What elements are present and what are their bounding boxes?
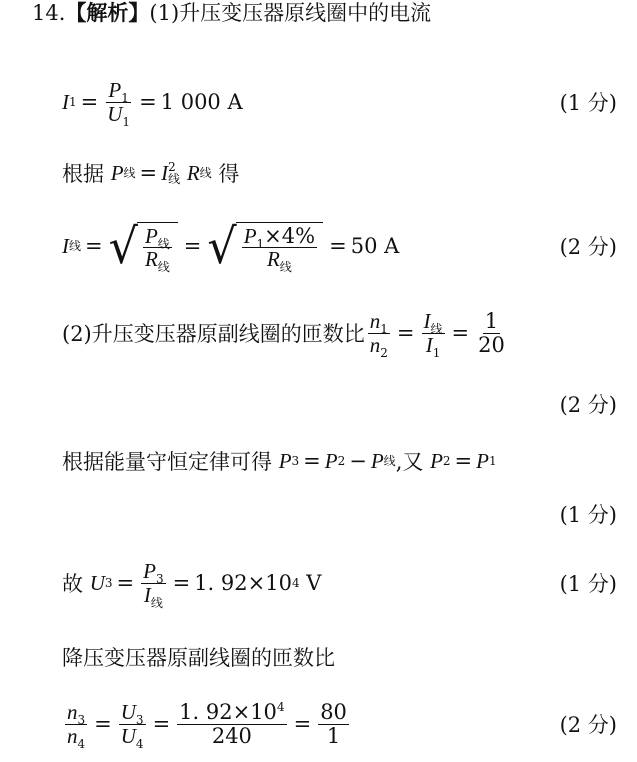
score-6: (2 分) xyxy=(559,713,617,737)
current-value: 1 000 A xyxy=(160,90,243,114)
score-5: (1 分) xyxy=(559,572,617,596)
sqrt-2: √ $\frac{P_1\times 4\%}{R_线}$ xyxy=(207,222,323,270)
equation-line-current xyxy=(0,214,637,278)
score-2: (2 分) xyxy=(559,235,617,259)
line-current-value: 50 A xyxy=(350,234,400,258)
power-loss-expr: 根据 P 线 = I 2 线 R 线 得 xyxy=(62,160,240,186)
question-number: 14. xyxy=(32,1,66,25)
sqrt-1: √ $\frac{P_线}{R_线}$ xyxy=(109,222,178,270)
energy-conservation-expr: 根据能量守恒定律可得 P 3 = P 2 − P 线 ,又 P 2 = P 1 xyxy=(62,448,497,474)
score-3: (2 分) xyxy=(559,393,617,417)
fraction-p1-u1: $\frac{P_1}{U_1}$ xyxy=(107,78,131,129)
heading-text: (1)升压变压器原线圈中的电流 xyxy=(149,1,432,25)
energy-conservation xyxy=(0,446,637,476)
step-up-turns-ratio xyxy=(0,306,637,360)
analysis-tag: 【解析】 xyxy=(65,0,150,25)
heading xyxy=(32,0,431,27)
line-current-expr: I 线 = √ $\frac{P_线}{R_线}$ = √ $\frac{P_1\times 4\%}{R_线}$ = 50 A xyxy=(62,217,400,275)
equation-current xyxy=(0,76,637,128)
equation-current-expr: I 1 = $\frac{P_1}{U_1}$ = 1 000 A xyxy=(62,78,243,129)
step-up-ratio-expr: (2)升压变压器原副线圈的匝数比 $\frac{n_1}{n_2}$ = $\frac{I_线}{I_1}$ = $\frac{1}{20}$ xyxy=(62,309,505,360)
step-down-text: 降压变压器原副线圈的匝数比 xyxy=(62,646,335,670)
voltage-expr: 故 U 3 = $\frac{P_3}{I_线}$ = 1. 92×10 4 V xyxy=(62,559,322,610)
score-4: (1 分) xyxy=(559,503,617,527)
score-3-line xyxy=(0,390,637,418)
step-down-ratio-expr: $\frac{n_3}{n_4}$ = $\frac{U_3}{U_4}$ = $\frac{1. 92\times 10^4}{240}$ = $\frac{80}{1}$ xyxy=(67,700,347,751)
score-4-line xyxy=(0,500,637,528)
score-1: (1 分) xyxy=(559,91,617,115)
step-down-heading xyxy=(0,642,637,672)
equation-voltage xyxy=(0,556,637,610)
power-loss-relation xyxy=(0,158,637,188)
step-down-turns-ratio xyxy=(0,696,637,752)
